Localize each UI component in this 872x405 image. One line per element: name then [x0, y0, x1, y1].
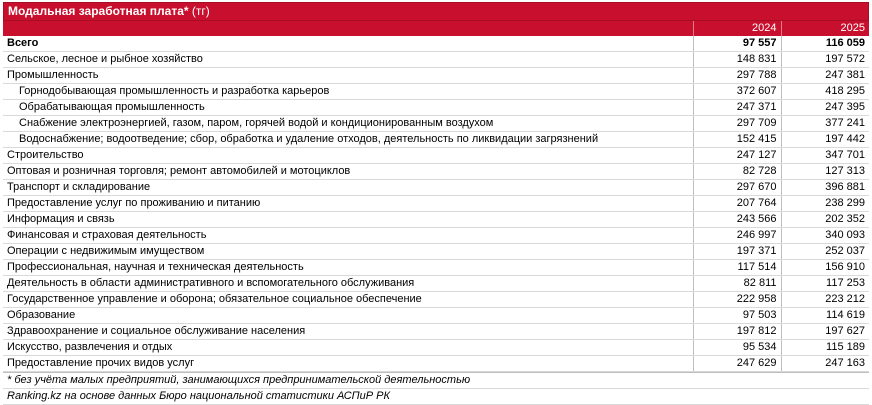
row-name: Транспорт и складирование — [3, 180, 693, 196]
row-name: Всего — [3, 36, 693, 52]
row-value-2024: 247 127 — [693, 148, 781, 164]
row-value-2025: 197 627 — [781, 324, 869, 340]
row-value-2025: 347 701 — [781, 148, 869, 164]
row-value-2024: 297 670 — [693, 180, 781, 196]
table-row — [3, 68, 869, 84]
table-row — [3, 36, 869, 52]
header-year-2024: 2024 — [693, 21, 781, 36]
row-value-2024: 297 709 — [693, 116, 781, 132]
table-row — [3, 52, 869, 68]
salary-table-panel — [3, 2, 869, 405]
row-name: Промышленность — [3, 68, 693, 84]
row-value-2025: 202 352 — [781, 212, 869, 228]
row-name: Обрабатывающая промышленность — [3, 100, 693, 116]
row-value-2025: 247 381 — [781, 68, 869, 84]
row-value-2024: 372 607 — [693, 84, 781, 100]
table-body — [3, 36, 869, 372]
row-name: Профессиональная, научная и техническая деятельность — [3, 260, 693, 276]
notes — [3, 372, 869, 405]
row-value-2024: 117 514 — [693, 260, 781, 276]
table-title-main: Модальная заработная плата* — [8, 4, 189, 18]
row-value-2024: 246 997 — [693, 228, 781, 244]
row-value-2024: 95 534 — [693, 340, 781, 356]
salary-table — [3, 21, 869, 372]
table-header-row — [3, 21, 869, 36]
table-row — [3, 308, 869, 324]
row-value-2025: 117 253 — [781, 276, 869, 292]
row-value-2024: 207 764 — [693, 196, 781, 212]
row-name: Информация и связь — [3, 212, 693, 228]
row-name: Сельское, лесное и рыбное хозяйство — [3, 52, 693, 68]
row-value-2024: 82 728 — [693, 164, 781, 180]
footnote: * без учёта малых предприятий, занимающихся предпринимательской деятельностью — [3, 373, 869, 389]
table-row — [3, 324, 869, 340]
table-row — [3, 196, 869, 212]
table-row — [3, 148, 869, 164]
row-value-2024: 297 788 — [693, 68, 781, 84]
row-name: Предоставление услуг по проживанию и питанию — [3, 196, 693, 212]
row-value-2025: 127 313 — [781, 164, 869, 180]
table-row — [3, 212, 869, 228]
row-name: Предоставление прочих видов услуг — [3, 356, 693, 372]
row-value-2024: 243 566 — [693, 212, 781, 228]
table-row — [3, 276, 869, 292]
row-value-2024: 97 557 — [693, 36, 781, 52]
row-value-2024: 148 831 — [693, 52, 781, 68]
header-year-2025: 2025 — [781, 21, 869, 36]
row-value-2025: 223 212 — [781, 292, 869, 308]
table-row — [3, 180, 869, 196]
row-value-2024: 247 629 — [693, 356, 781, 372]
row-name: Водоснабжение; водоотведение; сбор, обработка и удаление отходов, деятельность по ликвидации загрязнений — [3, 132, 693, 148]
row-value-2025: 197 442 — [781, 132, 869, 148]
row-value-2025: 418 295 — [781, 84, 869, 100]
row-value-2025: 114 619 — [781, 308, 869, 324]
table-row — [3, 164, 869, 180]
row-value-2024: 97 503 — [693, 308, 781, 324]
row-name: Здравоохранение и социальное обслуживание населения — [3, 324, 693, 340]
row-value-2025: 115 189 — [781, 340, 869, 356]
row-value-2025: 247 163 — [781, 356, 869, 372]
row-name: Государственное управление и оборона; обязательное социальное обеспечение — [3, 292, 693, 308]
row-name: Искусство, развлечения и отдых — [3, 340, 693, 356]
table-row — [3, 116, 869, 132]
table-row — [3, 292, 869, 308]
row-value-2025: 340 093 — [781, 228, 869, 244]
table-title-unit: (тг) — [188, 4, 210, 18]
row-value-2024: 82 811 — [693, 276, 781, 292]
row-value-2024: 247 371 — [693, 100, 781, 116]
row-name: Образование — [3, 308, 693, 324]
table-row — [3, 132, 869, 148]
table-row — [3, 356, 869, 372]
row-name: Снабжение электроэнергией, газом, паром, горячей водой и кондиционированным воздухом — [3, 116, 693, 132]
row-value-2024: 222 958 — [693, 292, 781, 308]
row-name: Операции с недвижимым имуществом — [3, 244, 693, 260]
row-value-2024: 152 415 — [693, 132, 781, 148]
row-name: Деятельность в области административного и вспомогательного обслуживания — [3, 276, 693, 292]
row-name: Строительство — [3, 148, 693, 164]
header-name — [3, 21, 693, 36]
row-value-2025: 116 059 — [781, 36, 869, 52]
source-note: Ranking.kz на основе данных Бюро национальной статистики АСПиР РК — [3, 389, 869, 405]
row-value-2025: 252 037 — [781, 244, 869, 260]
row-value-2025: 238 299 — [781, 196, 869, 212]
row-value-2025: 247 395 — [781, 100, 869, 116]
table-row — [3, 228, 869, 244]
table-row — [3, 340, 869, 356]
row-name: Финансовая и страховая деятельность — [3, 228, 693, 244]
row-value-2025: 197 572 — [781, 52, 869, 68]
row-name: Горнодобывающая промышленность и разработка карьеров — [3, 84, 693, 100]
table-row — [3, 244, 869, 260]
row-value-2024: 197 812 — [693, 324, 781, 340]
row-name: Оптовая и розничная торговля; ремонт автомобилей и мотоциклов — [3, 164, 693, 180]
row-value-2025: 396 881 — [781, 180, 869, 196]
table-row — [3, 84, 869, 100]
row-value-2025: 156 910 — [781, 260, 869, 276]
row-value-2025: 377 241 — [781, 116, 869, 132]
row-value-2024: 197 371 — [693, 244, 781, 260]
table-row — [3, 100, 869, 116]
table-row — [3, 260, 869, 276]
table-title — [3, 2, 869, 21]
